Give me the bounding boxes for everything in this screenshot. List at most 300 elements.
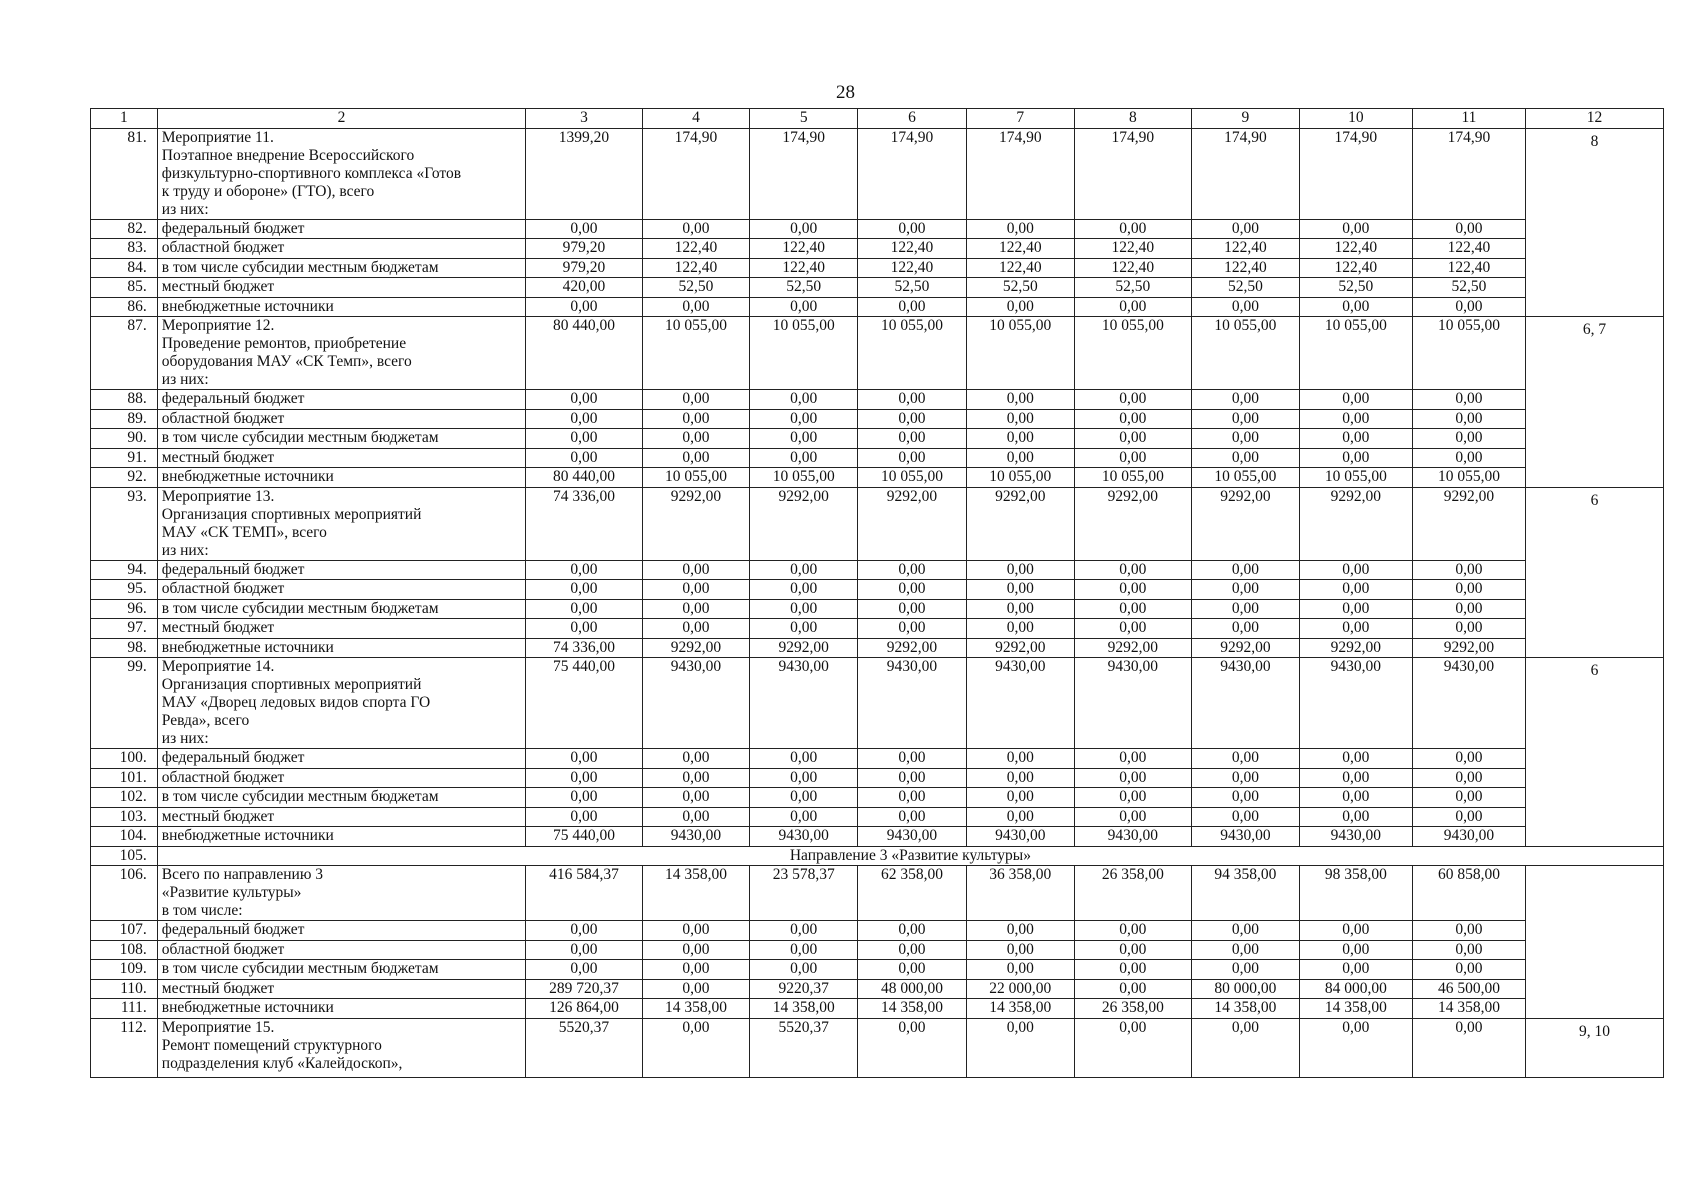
amount-cell: 0,00 bbox=[1192, 619, 1300, 639]
amount-cell: 0,00 bbox=[1299, 580, 1412, 600]
amount-cell: 122,40 bbox=[750, 239, 858, 259]
row-number: 99. bbox=[91, 658, 158, 749]
amount-cell: 0,00 bbox=[966, 1018, 1074, 1077]
amount-cell: 0,00 bbox=[526, 619, 642, 639]
row-number: 85. bbox=[91, 278, 158, 298]
row-number: 82. bbox=[91, 219, 158, 239]
amount-cell: 36 358,00 bbox=[966, 866, 1074, 921]
amount-cell: 9292,00 bbox=[750, 638, 858, 658]
amount-cell: 122,40 bbox=[1074, 239, 1191, 259]
amount-cell: 9430,00 bbox=[750, 658, 858, 749]
amount-cell: 52,50 bbox=[966, 278, 1074, 298]
amount-cell: 0,00 bbox=[1412, 390, 1525, 410]
amount-cell: 84 000,00 bbox=[1299, 979, 1412, 999]
funding-source: областной бюджет bbox=[157, 940, 525, 960]
amount-cell: 0,00 bbox=[1192, 560, 1300, 580]
amount-cell: 0,00 bbox=[526, 448, 642, 468]
amount-cell: 10 055,00 bbox=[966, 317, 1074, 390]
amount-cell: 0,00 bbox=[1412, 219, 1525, 239]
amount-cell: 0,00 bbox=[858, 448, 967, 468]
amount-cell: 0,00 bbox=[858, 560, 967, 580]
activity-name-line: Мероприятие 11. bbox=[161, 128, 274, 146]
amount-cell: 74 336,00 bbox=[526, 487, 642, 560]
row-number: 98. bbox=[91, 638, 158, 658]
amount-cell: 46 500,00 bbox=[1412, 979, 1525, 999]
table-row bbox=[91, 960, 1664, 980]
amount-cell: 0,00 bbox=[1299, 921, 1412, 941]
amount-cell: 0,00 bbox=[1412, 448, 1525, 468]
row-number: 109. bbox=[91, 960, 158, 980]
amount-cell: 122,40 bbox=[1299, 258, 1412, 278]
activity-name bbox=[157, 487, 525, 560]
amount-cell: 0,00 bbox=[1299, 448, 1412, 468]
table-row bbox=[91, 999, 1664, 1019]
amount-cell: 0,00 bbox=[526, 599, 642, 619]
amount-cell: 0,00 bbox=[750, 768, 858, 788]
amount-cell: 174,90 bbox=[1412, 128, 1525, 219]
funding-source: областной бюджет bbox=[157, 768, 525, 788]
activity-name-line: Мероприятие 12. bbox=[161, 317, 275, 334]
funding-source: внебюджетные источники bbox=[157, 638, 525, 658]
amount-cell: 174,90 bbox=[642, 128, 750, 219]
row-number: 107. bbox=[91, 921, 158, 941]
amount-cell: 0,00 bbox=[1074, 960, 1191, 980]
amount-cell: 10 055,00 bbox=[1412, 317, 1525, 390]
amount-cell: 14 358,00 bbox=[642, 866, 750, 921]
amount-cell: 10 055,00 bbox=[750, 468, 858, 488]
amount-cell: 9220,37 bbox=[750, 979, 858, 999]
column-number-header: 3 bbox=[526, 109, 642, 129]
amount-cell: 9292,00 bbox=[1192, 638, 1300, 658]
activity-name bbox=[157, 128, 525, 219]
funding-source: федеральный бюджет bbox=[157, 560, 525, 580]
amount-cell: 9430,00 bbox=[1299, 658, 1412, 749]
amount-cell: 122,40 bbox=[750, 258, 858, 278]
amount-cell: 122,40 bbox=[966, 258, 1074, 278]
row-number: 92. bbox=[91, 468, 158, 488]
amount-cell: 9430,00 bbox=[1192, 658, 1300, 749]
amount-cell: 0,00 bbox=[1299, 940, 1412, 960]
amount-cell: 0,00 bbox=[1192, 219, 1300, 239]
amount-cell: 0,00 bbox=[1192, 921, 1300, 941]
column-number-header: 6 bbox=[858, 109, 967, 129]
amount-cell: 122,40 bbox=[1412, 239, 1525, 259]
amount-cell: 0,00 bbox=[642, 979, 750, 999]
amount-cell: 0,00 bbox=[1074, 979, 1191, 999]
amount-cell: 10 055,00 bbox=[966, 468, 1074, 488]
amount-cell: 0,00 bbox=[526, 409, 642, 429]
amount-cell: 0,00 bbox=[1192, 807, 1300, 827]
amount-cell: 52,50 bbox=[858, 278, 967, 298]
amount-cell: 9430,00 bbox=[1074, 827, 1191, 847]
amount-cell: 0,00 bbox=[858, 960, 967, 980]
amount-cell: 9430,00 bbox=[1192, 827, 1300, 847]
table-row bbox=[91, 940, 1664, 960]
activity-name bbox=[157, 658, 525, 749]
amount-cell: 0,00 bbox=[1192, 429, 1300, 449]
table-row bbox=[91, 788, 1664, 808]
amount-cell: 0,00 bbox=[750, 599, 858, 619]
amount-cell: 0,00 bbox=[1299, 807, 1412, 827]
amount-cell: 0,00 bbox=[642, 788, 750, 808]
amount-cell: 14 358,00 bbox=[858, 999, 967, 1019]
amount-cell: 0,00 bbox=[858, 768, 967, 788]
amount-cell: 9430,00 bbox=[966, 827, 1074, 847]
row-number: 88. bbox=[91, 390, 158, 410]
amount-cell: 10 055,00 bbox=[858, 468, 967, 488]
amount-cell: 0,00 bbox=[1412, 940, 1525, 960]
table-row bbox=[91, 239, 1664, 259]
amount-cell: 98 358,00 bbox=[1299, 866, 1412, 921]
amount-cell: 0,00 bbox=[642, 960, 750, 980]
amount-cell: 0,00 bbox=[966, 749, 1074, 769]
target-indicator-ref: 6 bbox=[1526, 658, 1664, 847]
amount-cell: 0,00 bbox=[1192, 960, 1300, 980]
activity-name-line: Ревда», всего bbox=[161, 712, 250, 729]
funding-source: местный бюджет bbox=[157, 979, 525, 999]
activity-name-line: Ремонт помещений структурного bbox=[161, 1036, 382, 1054]
activity-name-line: Мероприятие 13. bbox=[161, 487, 275, 505]
activity-name-line: МАУ «Дворец ледовых видов спорта ГО bbox=[161, 694, 431, 711]
funding-source: в том числе субсидии местным бюджетам bbox=[157, 788, 525, 808]
amount-cell: 9430,00 bbox=[750, 827, 858, 847]
header-row bbox=[91, 109, 1664, 129]
amount-cell: 174,90 bbox=[750, 128, 858, 219]
amount-cell: 0,00 bbox=[1074, 409, 1191, 429]
target-indicator-ref: 8 bbox=[1526, 128, 1664, 317]
amount-cell: 0,00 bbox=[966, 390, 1074, 410]
table-row bbox=[91, 619, 1664, 639]
amount-cell: 0,00 bbox=[966, 599, 1074, 619]
activity-name-line: Поэтапное внедрение Всероссийского bbox=[161, 146, 415, 164]
funding-source: в том числе субсидии местным бюджетам bbox=[157, 599, 525, 619]
amount-cell: 9292,00 bbox=[858, 638, 967, 658]
column-number-header: 11 bbox=[1412, 109, 1525, 129]
amount-cell: 62 358,00 bbox=[858, 866, 967, 921]
amount-cell: 0,00 bbox=[966, 619, 1074, 639]
amount-cell: 0,00 bbox=[750, 940, 858, 960]
amount-cell: 0,00 bbox=[642, 768, 750, 788]
amount-cell: 0,00 bbox=[750, 619, 858, 639]
funding-source: федеральный бюджет bbox=[157, 921, 525, 941]
amount-cell: 0,00 bbox=[1074, 219, 1191, 239]
amount-cell: 979,20 bbox=[526, 258, 642, 278]
amount-cell: 0,00 bbox=[858, 749, 967, 769]
amount-cell: 0,00 bbox=[750, 429, 858, 449]
amount-cell: 0,00 bbox=[750, 297, 858, 317]
table-row bbox=[91, 768, 1664, 788]
activity-row bbox=[91, 487, 1664, 560]
amount-cell: 0,00 bbox=[526, 560, 642, 580]
amount-cell: 52,50 bbox=[750, 278, 858, 298]
amount-cell: 0,00 bbox=[1192, 390, 1300, 410]
amount-cell: 122,40 bbox=[858, 258, 967, 278]
target-indicator-ref bbox=[1526, 866, 1664, 1019]
funding-source: в том числе субсидии местным бюджетам bbox=[157, 960, 525, 980]
table-row bbox=[91, 599, 1664, 619]
funding-source: внебюджетные источники bbox=[157, 468, 525, 488]
amount-cell: 0,00 bbox=[966, 297, 1074, 317]
section-row bbox=[91, 846, 1664, 866]
amount-cell: 9292,00 bbox=[750, 487, 858, 560]
amount-cell: 0,00 bbox=[1412, 749, 1525, 769]
activity-name-line: Мероприятие 15. bbox=[161, 1018, 275, 1036]
amount-cell: 0,00 bbox=[1299, 390, 1412, 410]
amount-cell: 0,00 bbox=[1412, 788, 1525, 808]
amount-cell: 0,00 bbox=[750, 749, 858, 769]
column-number-header: 8 bbox=[1074, 109, 1191, 129]
amount-cell: 9430,00 bbox=[966, 658, 1074, 749]
amount-cell: 0,00 bbox=[966, 409, 1074, 429]
table-row bbox=[91, 219, 1664, 239]
amount-cell: 0,00 bbox=[1412, 768, 1525, 788]
amount-cell: 0,00 bbox=[750, 448, 858, 468]
amount-cell: 122,40 bbox=[1412, 258, 1525, 278]
activity-name-line: из них: bbox=[161, 371, 209, 388]
table-row bbox=[91, 278, 1664, 298]
activity-name-line: из них: bbox=[161, 730, 209, 747]
amount-cell: 0,00 bbox=[1192, 599, 1300, 619]
amount-cell: 0,00 bbox=[642, 297, 750, 317]
table-row bbox=[91, 409, 1664, 429]
amount-cell: 9292,00 bbox=[1299, 487, 1412, 560]
amount-cell: 122,40 bbox=[858, 239, 967, 259]
row-number: 112. bbox=[91, 1018, 158, 1077]
column-number-header: 7 bbox=[966, 109, 1074, 129]
row-number: 90. bbox=[91, 429, 158, 449]
amount-cell: 10 055,00 bbox=[858, 317, 967, 390]
amount-cell: 14 358,00 bbox=[1412, 999, 1525, 1019]
row-number: 102. bbox=[91, 788, 158, 808]
amount-cell: 9430,00 bbox=[1412, 658, 1525, 749]
table-row bbox=[91, 827, 1664, 847]
amount-cell: 10 055,00 bbox=[1299, 468, 1412, 488]
amount-cell: 0,00 bbox=[966, 560, 1074, 580]
amount-cell: 0,00 bbox=[1299, 749, 1412, 769]
amount-cell: 22 000,00 bbox=[966, 979, 1074, 999]
amount-cell: 80 440,00 bbox=[526, 468, 642, 488]
table-row bbox=[91, 390, 1664, 410]
amount-cell: 10 055,00 bbox=[1299, 317, 1412, 390]
table-row bbox=[91, 921, 1664, 941]
row-number: 111. bbox=[91, 999, 158, 1019]
amount-cell: 0,00 bbox=[1074, 768, 1191, 788]
amount-cell: 979,20 bbox=[526, 239, 642, 259]
section-title: Направление 3 «Развитие культуры» bbox=[157, 846, 1663, 866]
amount-cell: 0,00 bbox=[526, 768, 642, 788]
amount-cell: 0,00 bbox=[750, 219, 858, 239]
amount-cell: 0,00 bbox=[750, 390, 858, 410]
amount-cell: 0,00 bbox=[642, 560, 750, 580]
amount-cell: 52,50 bbox=[1074, 278, 1191, 298]
funding-source: областной бюджет bbox=[157, 409, 525, 429]
column-number-header: 9 bbox=[1192, 109, 1300, 129]
funding-source: областной бюджет bbox=[157, 580, 525, 600]
amount-cell: 0,00 bbox=[1192, 580, 1300, 600]
amount-cell: 0,00 bbox=[642, 448, 750, 468]
amount-cell: 122,40 bbox=[966, 239, 1074, 259]
amount-cell: 1399,20 bbox=[526, 128, 642, 219]
amount-cell: 26 358,00 bbox=[1074, 999, 1191, 1019]
amount-cell: 10 055,00 bbox=[642, 468, 750, 488]
row-number: 100. bbox=[91, 749, 158, 769]
funding-source: внебюджетные источники bbox=[157, 827, 525, 847]
amount-cell: 9430,00 bbox=[858, 827, 967, 847]
activity-name bbox=[157, 866, 525, 921]
amount-cell: 122,40 bbox=[1074, 258, 1191, 278]
amount-cell: 0,00 bbox=[966, 788, 1074, 808]
amount-cell: 0,00 bbox=[1412, 580, 1525, 600]
row-number: 97. bbox=[91, 619, 158, 639]
activity-row bbox=[91, 128, 1664, 219]
funding-source: областной бюджет bbox=[157, 239, 525, 259]
amount-cell: 0,00 bbox=[858, 599, 967, 619]
amount-cell: 0,00 bbox=[1074, 429, 1191, 449]
table-row bbox=[91, 297, 1664, 317]
amount-cell: 0,00 bbox=[1074, 807, 1191, 827]
amount-cell: 0,00 bbox=[1299, 599, 1412, 619]
amount-cell: 0,00 bbox=[526, 219, 642, 239]
amount-cell: 0,00 bbox=[526, 921, 642, 941]
amount-cell: 0,00 bbox=[1412, 960, 1525, 980]
activity-row bbox=[91, 1018, 1664, 1077]
amount-cell: 0,00 bbox=[1192, 297, 1300, 317]
row-number: 104. bbox=[91, 827, 158, 847]
activity-name-line: в том числе: bbox=[161, 902, 243, 919]
row-number: 83. bbox=[91, 239, 158, 259]
amount-cell: 0,00 bbox=[1412, 1018, 1525, 1077]
amount-cell: 14 358,00 bbox=[966, 999, 1074, 1019]
amount-cell: 0,00 bbox=[966, 921, 1074, 941]
amount-cell: 0,00 bbox=[1299, 768, 1412, 788]
amount-cell: 0,00 bbox=[1074, 599, 1191, 619]
amount-cell: 0,00 bbox=[1299, 619, 1412, 639]
amount-cell: 0,00 bbox=[642, 749, 750, 769]
activity-name-line: подразделения клуб «Калейдоскоп», bbox=[161, 1054, 403, 1072]
row-number: 110. bbox=[91, 979, 158, 999]
row-number: 105. bbox=[91, 846, 158, 866]
amount-cell: 0,00 bbox=[1299, 560, 1412, 580]
table-row bbox=[91, 807, 1664, 827]
amount-cell: 26 358,00 bbox=[1074, 866, 1191, 921]
row-number: 87. bbox=[91, 317, 158, 390]
amount-cell: 10 055,00 bbox=[750, 317, 858, 390]
activity-name-line: Организация спортивных мероприятий bbox=[161, 676, 422, 693]
amount-cell: 52,50 bbox=[1192, 278, 1300, 298]
amount-cell: 0,00 bbox=[966, 429, 1074, 449]
amount-cell: 0,00 bbox=[1412, 429, 1525, 449]
activity-name-line: Проведение ремонтов, приобретение bbox=[161, 335, 407, 352]
amount-cell: 174,90 bbox=[1192, 128, 1300, 219]
amount-cell: 14 358,00 bbox=[1192, 999, 1300, 1019]
amount-cell: 0,00 bbox=[1192, 768, 1300, 788]
amount-cell: 0,00 bbox=[1299, 409, 1412, 429]
amount-cell: 0,00 bbox=[526, 390, 642, 410]
amount-cell: 9430,00 bbox=[858, 658, 967, 749]
activity-name-line: Мероприятие 14. bbox=[161, 658, 275, 675]
amount-cell: 0,00 bbox=[750, 921, 858, 941]
amount-cell: 0,00 bbox=[1299, 219, 1412, 239]
amount-cell: 9292,00 bbox=[642, 487, 750, 560]
table-row bbox=[91, 258, 1664, 278]
amount-cell: 74 336,00 bbox=[526, 638, 642, 658]
amount-cell: 10 055,00 bbox=[1192, 468, 1300, 488]
amount-cell: 0,00 bbox=[642, 429, 750, 449]
amount-cell: 0,00 bbox=[642, 219, 750, 239]
activity-name-line: из них: bbox=[161, 200, 209, 218]
amount-cell: 5520,37 bbox=[750, 1018, 858, 1077]
row-number: 94. bbox=[91, 560, 158, 580]
amount-cell: 9292,00 bbox=[966, 638, 1074, 658]
amount-cell: 122,40 bbox=[642, 258, 750, 278]
amount-cell: 9292,00 bbox=[1412, 638, 1525, 658]
row-number: 84. bbox=[91, 258, 158, 278]
funding-source: местный бюджет bbox=[157, 619, 525, 639]
amount-cell: 174,90 bbox=[966, 128, 1074, 219]
amount-cell: 9430,00 bbox=[1299, 827, 1412, 847]
amount-cell: 122,40 bbox=[642, 239, 750, 259]
amount-cell: 0,00 bbox=[1074, 940, 1191, 960]
amount-cell: 10 055,00 bbox=[1192, 317, 1300, 390]
funding-source: местный бюджет bbox=[157, 807, 525, 827]
amount-cell: 23 578,37 bbox=[750, 866, 858, 921]
amount-cell: 289 720,37 bbox=[526, 979, 642, 999]
amount-cell: 0,00 bbox=[1074, 560, 1191, 580]
amount-cell: 0,00 bbox=[858, 219, 967, 239]
amount-cell: 0,00 bbox=[858, 390, 967, 410]
activity-name-line: Организация спортивных мероприятий bbox=[161, 505, 422, 523]
target-indicator-ref: 6 bbox=[1526, 487, 1664, 658]
amount-cell: 0,00 bbox=[966, 807, 1074, 827]
amount-cell: 52,50 bbox=[642, 278, 750, 298]
column-number-header: 1 bbox=[91, 109, 158, 129]
amount-cell: 0,00 bbox=[966, 219, 1074, 239]
table-row bbox=[91, 448, 1664, 468]
amount-cell: 10 055,00 bbox=[1412, 468, 1525, 488]
row-number: 108. bbox=[91, 940, 158, 960]
amount-cell: 48 000,00 bbox=[858, 979, 967, 999]
amount-cell: 5520,37 bbox=[526, 1018, 642, 1077]
amount-cell: 0,00 bbox=[858, 619, 967, 639]
amount-cell: 0,00 bbox=[858, 921, 967, 941]
funding-source: в том числе субсидии местным бюджетам bbox=[157, 429, 525, 449]
funding-source: в том числе субсидии местным бюджетам bbox=[157, 258, 525, 278]
amount-cell: 0,00 bbox=[1192, 788, 1300, 808]
amount-cell: 0,00 bbox=[966, 448, 1074, 468]
activity-name-line: Всего по направлению 3 bbox=[161, 866, 324, 883]
activity-row bbox=[91, 317, 1664, 390]
funding-source: федеральный бюджет bbox=[157, 390, 525, 410]
amount-cell: 174,90 bbox=[1299, 128, 1412, 219]
amount-cell: 0,00 bbox=[1074, 390, 1191, 410]
activity-name bbox=[157, 317, 525, 390]
activity-name-line: МАУ «СК ТЕМП», всего bbox=[161, 523, 327, 541]
amount-cell: 0,00 bbox=[1412, 921, 1525, 941]
amount-cell: 9292,00 bbox=[642, 638, 750, 658]
amount-cell: 0,00 bbox=[1412, 599, 1525, 619]
amount-cell: 0,00 bbox=[1192, 448, 1300, 468]
amount-cell: 0,00 bbox=[1192, 409, 1300, 429]
amount-cell: 80 000,00 bbox=[1192, 979, 1300, 999]
amount-cell: 0,00 bbox=[642, 807, 750, 827]
amount-cell: 0,00 bbox=[858, 788, 967, 808]
amount-cell: 0,00 bbox=[1299, 960, 1412, 980]
amount-cell: 0,00 bbox=[858, 807, 967, 827]
amount-cell: 0,00 bbox=[1299, 297, 1412, 317]
amount-cell: 9430,00 bbox=[642, 658, 750, 749]
amount-cell: 416 584,37 bbox=[526, 866, 642, 921]
amount-cell: 0,00 bbox=[642, 940, 750, 960]
